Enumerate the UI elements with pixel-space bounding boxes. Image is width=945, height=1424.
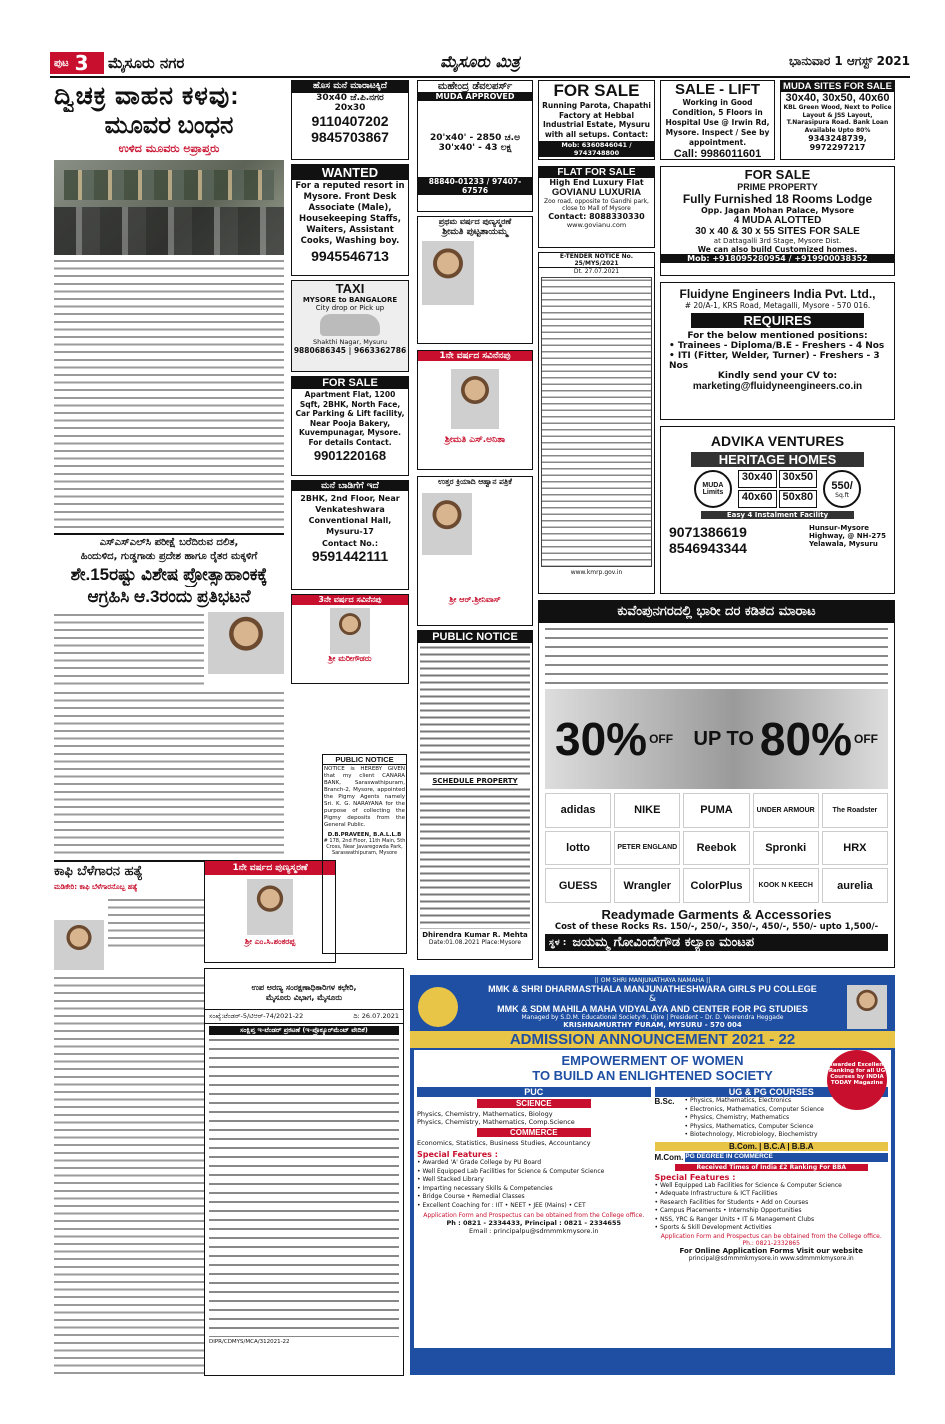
- notice1-title: PUBLIC NOTICE: [418, 631, 532, 643]
- govt-tender-sub: ಮೈಸೂರು ವಿಭಾಗ, ಮೈಸೂರು: [265, 993, 343, 1002]
- muda-sizes: 30x40, 30x50, 40x60: [785, 92, 890, 104]
- fluidyne-positions: For the below mentioned positions:: [687, 331, 868, 341]
- advika-size-4: 50x80: [779, 490, 818, 508]
- fluidyne-title: Fluidyne Engineers India Pvt. Ltd.,: [679, 287, 876, 301]
- sale-body: [545, 626, 888, 686]
- brand-logo: PUMA: [683, 793, 749, 828]
- notice1-footer: Date:01.08.2021 Place:Mysore: [428, 939, 522, 946]
- obit4-name: ಶ್ರೀ ಮರೀಗೌಡರು: [328, 654, 372, 663]
- notice2-body: NOTICE is HEREBY GIVEN that my client CANARA BANK, Saraswathipuram, Branch-2, Mysore, appointed the Pigmy Agents namely Sri. K. G. NARAYANA for the purpose of collecting the Pigmy deposits from the General Public.: [324, 766, 405, 828]
- lift-title: SALE - LIFT: [675, 81, 760, 98]
- brand-logo: HRX: [822, 831, 888, 866]
- obituary-2: [417, 350, 533, 470]
- govt-tender-title: ಉಪ ಅರಣ್ಯ ಸಂರಕ್ಷಣಾಧಿಕಾರಿಗಳ ಕಛೇರಿ,: [251, 983, 357, 992]
- obituary-3: [417, 476, 533, 626]
- fluidyne-requires: REQUIRES: [691, 313, 864, 328]
- college-ug: UG & PG COURSES: [655, 1087, 889, 1097]
- taxi-route: MYSORE to BANGALORE: [302, 296, 398, 304]
- house-rent-title: ಮನೆ ಬಾಡಿಗೆಗೆ ಇದೆ: [292, 481, 408, 491]
- ad-house-rent: [291, 480, 409, 590]
- obit4-photo: [330, 608, 370, 654]
- college-award-badge: Awarded Excellent Ranking for all UG Courses by INDIA TODAY Magazine: [827, 1050, 887, 1110]
- page-label: ಪುಟ: [54, 57, 69, 69]
- section-title: ಮೈಸೂರು ನಗರ: [108, 54, 185, 72]
- college-apply: Application Form and Prospectus can be obtained from the College office.: [423, 1212, 645, 1219]
- college-tagline-1: EMPOWERMENT OF WOMEN: [561, 1053, 744, 1068]
- lead-subhead: ಉಳಿದ ಮೂವರು ಅಪ್ರಾಪ್ತರು: [118, 142, 220, 155]
- list-item: • Physics, Chemistry, Mathematics: [684, 1114, 790, 1121]
- brand-logo-grid: [545, 793, 888, 903]
- muda-title: MUDA SITES FOR SALE: [781, 81, 894, 92]
- lift-phone: Call: 9986011601: [673, 148, 762, 160]
- story2-headline-3: ಶೇ.15ರಷ್ಟು ವಿಶೇಷ ಪ್ರೋತ್ಸಾಹಾಂಕಕ್ಕೆ: [70, 565, 268, 584]
- house-sale-title: ಹೊಸ ಮನೆ ಮಾರಾಟಕ್ಕಿದೆ: [292, 81, 408, 93]
- govt-tender-footer: DIPR/CDMYS/MCA/312021-22: [209, 1339, 290, 1345]
- story2-headline-4: ಆಗ್ರಹಿಸಿ ಆ.3ರಂದು ಪ್ರತಿಭಟನೆ: [87, 587, 251, 606]
- govt-tender-notice-title: ಸಂಕ್ಷಿಪ್ತ ಇ-ಟೆಂಡರ್ ಪ್ರಕಟಣೆ (ಇ-ಪ್ರೊಕ್ಯೂರ್‌ಮೆಂಟ್ ವೇದಿಕೆ): [209, 1026, 399, 1035]
- college-puc: PUC: [417, 1087, 651, 1097]
- advika-price: 550/: [831, 480, 853, 492]
- brand-logo: GUESS: [545, 868, 611, 903]
- advika-tag: Easy 4 Instalment Facility: [701, 511, 854, 519]
- notice2-title: PUBLIC NOTICE: [323, 755, 406, 765]
- parota-body: Running Parota, Chapathi Factory at Hebbal Industrial Estate, Mysuru with all setups. Contact:: [542, 101, 651, 139]
- lift-body: Working in Good Condition, 5 Floors in Hospital Use @ Irwin Rd, Mysore. Inspect / See by appointment.: [665, 98, 770, 147]
- college-banner: || OM SHRI MANJUNATHAYA NAMAHA ||: [594, 977, 711, 984]
- page-number: 3: [74, 52, 89, 74]
- brand-logo: NIKE: [614, 793, 680, 828]
- issue-date: ಭಾನುವಾರ 1 ಆಗಸ್ಟ್ 2021: [788, 54, 910, 68]
- mahendra-size1: 20'x40' - 2850 ಚ.ಅ: [429, 133, 521, 143]
- sale-discount-banner: [545, 689, 888, 789]
- obit5-photo: [247, 879, 293, 935]
- wanted-title: WANTED: [292, 165, 408, 180]
- house-sale-line2: 20x30: [334, 103, 366, 113]
- govt-tender-ref: ಸಂಖ್ಯೆ:ಟೆಂಡರ್-5/ಟಿಆರ್-74/2021-22: [209, 1012, 304, 1020]
- story2-headline-2: ಹಿಂದುಳಿದ, ಗುಡ್ಡಗಾಡು ಪ್ರದೇಶ ಹಾಗೂ ರೈತರ ಮಕ್ಕಳಿಗೆ: [80, 551, 258, 562]
- list-item: • Physics, Mathematics, Electronics: [684, 1097, 792, 1104]
- house-rent-body: 2BHK, 2nd Floor, Near Venkateshwara Conventional Hall, Mysuru-17: [300, 494, 400, 536]
- college-sci-2: Physics, Chemistry, Mathematics, Comp.Science: [417, 1118, 575, 1126]
- mahendra-size2: 30'x40' - 43 ಲಕ್ಷ: [438, 143, 512, 153]
- college-special-features: [417, 1159, 651, 1210]
- obit3-title: ಉತ್ತರ ಕ್ರಿಯಾದಿ ಆಹ್ವಾನ ಪತ್ರಿಕೆ: [438, 477, 512, 486]
- obituary-1: [417, 216, 533, 344]
- list-item: • Imparting necessary Skills & Competencies: [417, 1184, 553, 1192]
- govianu-web: www.govianu.com: [566, 221, 627, 229]
- list-item: • Well Equipped Lab Facilities for Science & Computer Science: [417, 1167, 605, 1175]
- list-item: • Excellent Coaching for : IIT • NEET • JEE (Mains) • CET: [417, 1201, 586, 1209]
- story3-photo: [54, 920, 104, 970]
- govianu-phone: Contact: 8088330330: [548, 212, 645, 221]
- advika-size-1: 30x40: [738, 470, 777, 488]
- taxi-title: TAXI: [335, 281, 365, 296]
- list-item: • Physics, Mathematics, Computer Science: [684, 1122, 814, 1130]
- advika-size-3: 40x60: [738, 490, 777, 508]
- prime-line2: Opp. Jagan Mohan Palace, Mysore: [700, 206, 855, 215]
- fluidyne-address: # 20/A-1, KRS Road, Metagalli, Mysore - 570 016.: [684, 301, 871, 310]
- ad-for-sale-parota: [538, 80, 655, 160]
- obit3-name: ಶ್ರೀ ಆರ್.ಶ್ರೀನಿವಾಸ್: [449, 595, 501, 604]
- house-sale-phone2: 9845703867: [311, 129, 389, 145]
- list-item: • Adequate Infrastructure & ICT Facilities: [654, 1190, 778, 1197]
- lead-story-body: [54, 258, 284, 530]
- fluidyne-email[interactable]: marketing@fluidyneengineers.co.in: [692, 381, 863, 392]
- obit1-title: ಪ್ರಥಮ ವರ್ಷದ ಪುಣ್ಯಸ್ಮರಣೆ: [438, 217, 512, 226]
- advika-loc2: Highway, @ NH-275: [808, 532, 886, 540]
- prime-line3: 4 MUDA ALOTTED: [733, 215, 822, 226]
- masthead-rule: [50, 76, 910, 78]
- college-admission: ADMISSION ANNOUNCEMENT 2021 - 22: [410, 1031, 895, 1048]
- college-phone: Ph : 0821 - 2334433, Principal : 0821 - 2334655: [446, 1219, 621, 1227]
- ad-prime-property: [660, 166, 895, 276]
- advika-muda-badge: MUDA Limits: [694, 470, 732, 508]
- brand-logo: Spronki: [753, 831, 819, 866]
- flat-sale-body: Apartment Flat, 1200 Sqft, 2BHK, North Face, Car Parking & Lift facility, Near Pooja Bakery, Kuvempunagar, Mysore. For details Contact.: [295, 390, 405, 447]
- taxi-sub: City drop or Pick up: [315, 304, 385, 312]
- fluidyne-line1: • Trainees - Diploma/B.E - Freshers - 4 Nos: [669, 341, 885, 351]
- list-item: • Biotechnology, Microbiology, Biochemistry: [684, 1131, 818, 1138]
- prime-line4: 30 x 40 & 30 x 55 SITES FOR SALE: [695, 226, 860, 237]
- govt-tender-body: [209, 1037, 399, 1337]
- parota-title: FOR SALE: [553, 81, 640, 100]
- story3-headline: ಕಾಫಿ ಬೆಳೆಗಾರನ ಹತ್ಯೆ: [54, 864, 143, 879]
- college-apply-2: Application Form and Prospectus can be obtained from the College office. Ph.: 0821-2332865: [660, 1232, 882, 1247]
- house-sale-line1: 30x40 ಜೆ.ಪಿ.ನಗರ: [316, 93, 384, 103]
- sale-venue: ಜಯಮ್ಮ ಗೋವಿಂದೇಗೌಡ ಕಲ್ಯಾಣ ಮಂಟಪ: [572, 935, 755, 950]
- notice2-advocate: D.B.PRAVEEN, B.A.L.L.B: [327, 832, 402, 838]
- brand-logo: adidas: [545, 793, 611, 828]
- brand-logo: aurelia: [822, 868, 888, 903]
- govt-tender-date: ದಿ: 26.07.2021: [353, 1012, 399, 1020]
- obituary-4: [291, 594, 409, 684]
- college-special-features-2: [655, 1182, 889, 1233]
- advika-phone2: 8546943344: [669, 540, 747, 556]
- list-item: • Electronics, Mathematics, Computer Science: [684, 1105, 824, 1113]
- obit1-photo: [422, 241, 474, 305]
- govianu-line1: High End Luxury Flat: [549, 178, 644, 187]
- story2-headline-1: ಎಸ್‌ಎಸ್‌ಎಲ್‌ಸಿ ಪರೀಕ್ಷೆ ಬರೆದಿರುವ ದಲಿತ,: [99, 537, 239, 548]
- advika-unit: Sq.ft: [835, 492, 850, 499]
- prime-line6: We can also build Customized homes.: [697, 245, 858, 254]
- brand-logo: Reebok: [683, 831, 749, 866]
- parota-phone: Mob: 6360846041 / 9743748800: [539, 141, 654, 157]
- sale-venue-label: ಸ್ಥಳ :: [549, 937, 567, 948]
- brand-logo: Wrangler: [614, 868, 680, 903]
- story2-body: [54, 612, 204, 687]
- college-managed: Managed by S.D.M. Educational Society®, Ujire | President – Dr. D. Veerendra Heggade: [521, 1014, 784, 1021]
- sale-cost: Cost of these Rocks Rs. 150/-, 250/-, 350/-, 450/-, 550/- upto 1,500/-: [554, 922, 879, 932]
- tender-title: E-TENDER NOTICE No. 25/MYS/2021: [539, 253, 654, 268]
- wanted-phone: 9945546713: [311, 248, 389, 264]
- mahendra-title: ಮಹೇಂದ್ರ ಡೆವಲಪರ್ಸ್: [437, 81, 513, 92]
- prime-line5: at Dattagalli 3rd Stage, Mysore Dist.: [713, 237, 842, 245]
- sale-discount-2: 80%: [759, 713, 852, 765]
- prime-title: FOR SALE: [744, 167, 811, 182]
- brand-logo: lotto: [545, 831, 611, 866]
- obit2-photo: [451, 369, 499, 429]
- wanted-body: For a reputed resort in Mysore. Front Desk Associate (Male), Housekeeping Staffs, Waiters, Assistant Cooks, Washing boy.: [295, 181, 405, 246]
- ad-flat-sale: [291, 376, 409, 476]
- college-science: SCIENCE: [477, 1099, 591, 1108]
- obit5-name: ಶ್ರೀ ಎಂ.ಸಿ.ಶಂಕರಪ್ಪ: [244, 937, 296, 946]
- college-address: KRISHNAMURTHY PURAM, MYSURU - 570 004: [563, 1021, 742, 1029]
- college-online: For Online Application Forms Visit our website: [679, 1246, 863, 1255]
- ad-sale-lift: [660, 80, 775, 160]
- obit1-name: ಶ್ರೀಮತಿ ಪುಟ್ಟತಾಯಮ್ಮ: [442, 227, 508, 237]
- advika-loc3: Yelawala, Mysuru: [808, 540, 878, 548]
- college-patron-photo: [847, 985, 887, 1029]
- tender-date: Dt. 27.07.2021: [573, 268, 620, 275]
- muda-phone: 9343248739, 9972297217: [808, 134, 867, 152]
- tender-footer: www.kmrp.gov.in: [570, 569, 623, 576]
- mahendra-approved: MUDA APPROVED: [418, 92, 532, 101]
- college-special: Special Features :: [417, 1150, 498, 1159]
- tender-table: [541, 277, 652, 567]
- advika-project: HERITAGE HOMES: [691, 452, 864, 467]
- ad-fluidyne: [660, 282, 895, 420]
- brand-logo: The Roadster: [822, 793, 888, 828]
- fluidyne-line2: • ITI (Fitter, Welder, Turner) - Freshers - 3 Nos: [669, 351, 880, 371]
- story3-rule: [54, 860, 204, 862]
- notice1-body: [420, 645, 530, 775]
- sale-title: ಕುವೆಂಪುನಗರದಲ್ಲಿ ಭಾರೀ ದರ ಕಡಿತದ ಮಾರಾಟ: [539, 601, 894, 623]
- notice1-schedule: SCHEDULE PROPERTY: [432, 777, 518, 785]
- list-item: • Well Stacked Library: [417, 1176, 484, 1183]
- ad-advika-ventures: [660, 426, 895, 594]
- advika-size-2: 30x50: [779, 470, 818, 488]
- sale-readymade: Readymade Garments & Accessories: [601, 907, 832, 922]
- taxi-phone: 9880686345 | 9663362786: [293, 346, 407, 355]
- prime-sub: PRIME PROPERTY: [737, 182, 818, 192]
- muda-body: KBL Green Wood, Next to Police Layout & JSS Layout, T.Narasipura Road. Bank Loan Available Upto 80%: [783, 104, 892, 134]
- ad-mahendra-developers: [417, 80, 533, 212]
- story2-body-cont: [54, 690, 284, 857]
- lead-news-photo: [54, 160, 284, 255]
- ad-taxi: [291, 280, 409, 372]
- story3-subhead: ಮಡಿಕೇರಿ: ಕಾಫಿ ಬೆಳೆಗಾರನೊಬ್ಬ ಹತ್ಯೆ: [54, 883, 138, 891]
- obituary-5: [204, 860, 336, 963]
- govianu-body: Zoo road, opposite to Gandhi park, close to Mall of Mysore: [544, 198, 649, 212]
- obit4-title: 3ನೇ ವರ್ಷದ ಸವಿನೆನಪು: [292, 595, 408, 605]
- college-logo: [418, 987, 458, 1027]
- college-pg: PG DEGREE IN COMMERCE: [685, 1153, 888, 1162]
- govianu-title: FLAT FOR SALE: [539, 167, 654, 178]
- paper-name: ಮೈಸೂರು ಮಿತ್ರ: [440, 52, 520, 71]
- house-sale-phone1: 9110407202: [311, 113, 389, 129]
- flat-sale-phone: 9901220168: [313, 448, 387, 463]
- notice1-advocate: Dhirendra Kumar R. Mehta: [422, 931, 528, 939]
- ad-flat-govianu: [538, 166, 655, 248]
- college-received: Received Times of India £2 Ranking For BBA: [675, 1164, 869, 1171]
- public-notice-1: [417, 630, 533, 960]
- prime-phone: Mob: +918095280954 / +919900038352: [661, 254, 894, 263]
- obit2-title: 1ನೇ ವರ್ಷದ ಸವಿನೆನಪು: [418, 351, 532, 361]
- story2-photo: [208, 612, 284, 674]
- ad-e-tender: [538, 252, 655, 594]
- house-rent-phone: 9591442111: [311, 548, 389, 564]
- lead-headline-line1: ದ್ವಿಚಕ್ರ ವಾಹನ ಕಳವು:: [54, 82, 240, 110]
- advika-loc1: Hunsur-Mysore: [808, 524, 870, 532]
- list-item: • Sports & Skill Development Activities: [654, 1224, 772, 1231]
- obit3-photo: [422, 493, 472, 555]
- govianu-line2: GOVIANU LUXURIA: [551, 187, 642, 198]
- college-tagline-2: TO BUILD AN ENLIGHTENED SOCIETY: [532, 1068, 773, 1083]
- ad-college-admission: || OM SHRI MANJUNATHAYA NAMAHA || MMK & SHRI DHARMASTHALA MANJUNATHESHWARA GIRLS PU COLLEGE & MMK & SDM MAHILA MAHA VIDYALAYA AND CENTER FOR PG STUDIES Managed by S.D.M. Educational Society®, Ujire | President – Dr. D. Veerendra Heggade KRISHNAMURTHY PURAM, MYSURU - 570 004 ADMISSION ANNOUNCEMENT 2021 - 22 EMPOWERMENT OF WOMEN TO BUILD AN ENLIGHTENED SOCIETY PUC SCIENCE Physics, Chemistry, Mathematics, Biology Physics, Chemistry, Mathematics, Comp.Science COMMERCE Economics, Statistics, Business Studies, Accountancy Special Features : • Awarded 'A' Grade College by PU Board • Well Equipped Lab Facilities for Science & Computer Science • Well Stacked Library • Imparting necessary Skills & Competencies • Bridge Course • Remedial Classes • Excellent Coaching for : IIT • NEET • JEE (Mains) • CET Application Form and Prospectus can be obtained from the College office. Ph : 0821 - 2334433, Principal : 0821 - 2334655 Email : principalpu@sdmmmkmysore.in UG & PG COURSES B.Sc. • Physics, Mathematics, Electronics • Electronics, Mathematics, Computer Science • Physics, Chemistry, Mathematics • Physics, Mathematics, Computer Science • Biotechnology, Microbiology, Biochemistry B.Com. | B.C.A | B.B.A M.Com. PG DEGREE IN COMMERCE Received Times of India £2 Ranking For BBA Special Features : • Well Equipped Lab Facilities for Science & Computer Science • Adequate Infrastructure & ICT Facilities • Research Facilities for Students • Add on Courses • Campus Placements • Internship Opportunities • NSS, YRC & Ranger Units • IT & Management Clubs • Sports & Skill Development Activities Application Form and Prospectus can be obtained from the College office. Ph.: 0821-2332865 For Online Application Forms Visit our website principal@sdmmmkmysore.in www.sdmmmkmysore.in Awarded Excellent Ranking for all UG Courses by INDIA TODAY Magazine: [410, 975, 895, 1375]
- sale-off: OFF: [649, 732, 674, 746]
- advika-phone1: 9071386619: [669, 524, 747, 540]
- list-item: • Campus Placements • Internship Opportunities: [654, 1207, 802, 1214]
- list-item: • Bridge Course • Remedial Classes: [417, 1193, 525, 1200]
- list-item: • NSS, YRC & Ranger Units • IT & Management Clubs: [654, 1215, 815, 1223]
- college-name-1: MMK & SHRI DHARMASTHALA MANJUNATHESHWARA GIRLS PU COLLEGE: [488, 984, 817, 994]
- ad-house-sale: [291, 80, 409, 160]
- college-com-1: Economics, Statistics, Business Studies, Accountancy: [417, 1139, 591, 1147]
- college-special-2: Special Features :: [654, 1172, 736, 1182]
- obit2-name: ಶ್ರೀಮತಿ ಎಸ್.ಅನಿತಾ: [444, 435, 506, 445]
- page-number-badge: [50, 52, 104, 74]
- college-commerce: COMMERCE: [477, 1128, 591, 1137]
- brand-logo: UNDER ARMOUR: [753, 793, 819, 828]
- public-notice-2: [322, 754, 407, 954]
- obit5-title: 1ನೇ ವರ್ಷದ ಪುಣ್ಯಸ್ಮರಣೆ: [205, 861, 335, 875]
- college-email[interactable]: Email : principalpu@sdmmmkmysore.in: [469, 1227, 599, 1235]
- list-item: • Research Facilities for Students • Add on Courses: [654, 1198, 809, 1206]
- ad-wanted: [291, 164, 409, 276]
- brand-logo: PETER ENGLAND: [614, 831, 680, 866]
- sale-upto: UP TO: [693, 727, 754, 750]
- notice2-footer: # 178, 2nd Floor, 11th Main, 5th Cross, Near Javaregowda Park, Saraswathipuram, Mysore: [323, 838, 406, 856]
- story3-body: [54, 975, 204, 1375]
- sale-off-2: OFF: [854, 732, 878, 746]
- list-item: • Awarded 'A' Grade College by PU Board: [417, 1159, 542, 1166]
- ad-clearance-sale: [538, 600, 895, 968]
- college-bsc: B.Sc.: [654, 1097, 675, 1106]
- prime-line1: Fully Furnished 18 Rooms Lodge: [682, 192, 873, 206]
- notice1-schedule-body: [420, 787, 530, 929]
- story2-rule: [54, 533, 284, 535]
- advika-price-badge: [823, 470, 861, 508]
- brand-logo: KOOK N KEECH: [753, 868, 819, 903]
- mahendra-phone: 88840-01233 / 97407-67576: [418, 177, 532, 195]
- flat-sale-title: FOR SALE: [292, 377, 408, 389]
- fluidyne-line3: Kindly send your CV to:: [717, 371, 838, 381]
- list-item: • Well Equipped Lab Facilities for Science & Computer Science: [654, 1181, 842, 1189]
- lead-headline-line2: ಮೂವರ ಬಂಧನ: [104, 112, 234, 139]
- ad-muda-sites: [780, 80, 895, 160]
- taxi-car-icon: [320, 314, 380, 336]
- govt-tender-notice: [204, 968, 404, 1376]
- college-name-2: MMK & SDM MAHILA MAHA VIDYALAYA AND CENTER FOR PG STUDIES: [497, 1004, 808, 1014]
- college-bcom: B.Com. | B.C.A | B.B.A: [655, 1142, 889, 1151]
- college-mcom: M.Com.: [654, 1152, 684, 1162]
- house-rent-contact: Contact No.:: [321, 539, 379, 548]
- college-web[interactable]: principal@sdmmmkmysore.in www.sdmmmkmysore.in: [688, 1254, 854, 1262]
- story3-body-top: [108, 897, 204, 952]
- taxi-name: Shakthi Nagar, Mysuru: [312, 338, 388, 346]
- college-sci-1: Physics, Chemistry, Mathematics, Biology: [417, 1110, 553, 1118]
- sale-discount-1: 30%: [555, 713, 648, 765]
- brand-logo: ColorPlus: [683, 868, 749, 903]
- advika-title: ADVIKA VENTURES: [710, 433, 845, 449]
